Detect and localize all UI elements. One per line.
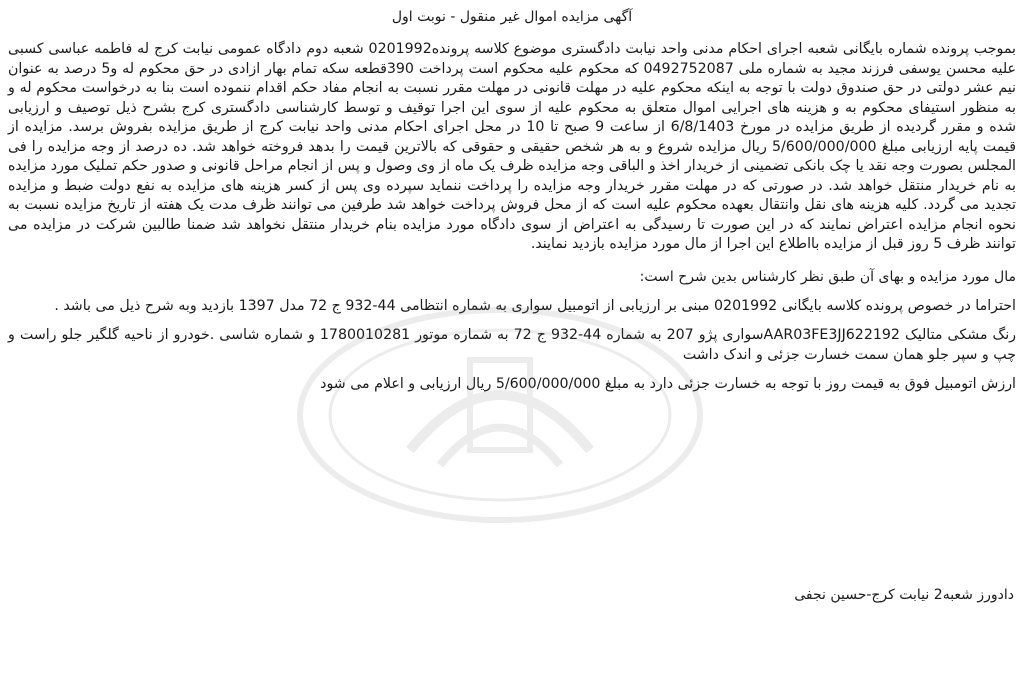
- expert-paragraph-1: احتراما در خصوص پرونده کلاسه بایگانی 0201992 مبنی بر ارزیابی از اتومبیل سواری به شماره انتظامی 44-932 ج 72 مدل 1397 بازدید وبه شرح ذیل می باشد .: [54, 297, 1016, 314]
- officer-signature: دادورز شعبه2 نیابت کرج-حسین نجفی: [794, 587, 1014, 603]
- notice-title: آگهی مزایده اموال غیر منقول - نوبت اول: [391, 9, 633, 25]
- spacer: [8, 365, 1016, 375]
- spacer: [8, 316, 1016, 326]
- property-lead-line: مال مورد مزایده و بهای آن طبق نظر کارشناس بدین شرح است:: [639, 268, 1016, 285]
- expert-paragraph-3: ارزش اتومبیل فوق به قیمت روز با توجه به خسارت جزئی دارد به مبلغ 5/600/000/000 ریال ارزیابی و اعلام می شود: [320, 376, 1016, 392]
- expert-paragraph-2: رنگ مشکی متالیک AAR03FE3JJ622192سواری پژو 207 به شماره 44-932 ج 72 به شماره موتور 1780010281 و شماره شاسی .خودرو از ناحیه گلگیر جلو راست و چپ و سپر جلو همان سمت خسارت جزئی و اندک داشت: [8, 327, 1016, 363]
- notice-main-paragraph: بموجب پرونده شماره بایگانی شعبه اجرای احکام مدنی واحد نیابت دادگستری موضوع کلاسه پرونده0201992 شعبه دوم دادگاه عمومی نیابت کرج له فاطمه عباسی کسبی علیه محسن یوسفی فرزند مجید به شماره ملی 0492752087 که محکوم علیه محکوم است پرداخت 390قطعه سکه تمام بهار ازادی در حق محکوم له و5 درصد به عنوان نیم عشر دولتی در حق صندوق دولت با توجه به اینکه محکوم علیه در مهلت قانونی در مهلت مقرر نسبت به انجام مفاد حکم اقدام ننموده است بنا به درخواست محکوم له و به منظور استیفای محکوم به و هزینه های اجرایی اموال متعلق به محکوم علیه از سوی این اجرا توقیف و توسط کارشناسی دادگستری کرج بشرح ذیل توصیف و ارزیابی شده و مقرر گردیده از طریق مزایده در مورخ 6/8/1403 از ساعت 9 صبح تا 10 در محل اجرای احکام مدنی واحد نیابت کرج از طریق مزایده بفروش برسد. مزایده از قیمت پایه ارزیابی مبلغ 5/600/000/000 ریال مزایده شروع و به هر شخص حقیقی و حقوقی که بالاترین قیمت را بدهد فروخته خواهد شد. ده درصد از وجه مزایده را فی المجلس بصورت وجه نقد یا چک بانکی تضمینی از خریدار اخذ و الباقی وجه مزایده ظرف یک ماه از وی وصول و پس از انجام مراحل قانونی و صدور حکم تملیک مورد مزایده به نام خریدار منتقل خواهد شد. در صورتی که در مهلت مقرر خریدار وجه مزایده را پرداخت ننماید سپرده وی پس از کسر هزینه های مزایده به نفع دولت ضبط و مزایده تجدید می گردد. کلیه هزینه های نقل وانتقال بعهده محکوم علیه است که از محل فروش پرداخت خواهد شد طرفین می توانند ظرف مدت یک هفته از تاریخ مزایده نسبت به نحوه انجام مزایده اعتراض نمایند که در این صورت تا رسیدگی به اعتراض از سوی دادگاه مورد مزایده بنام خریدار منتقل نخواهد شد ضمنا طالبین شرکت در مزایده می توانند ظرف 5 روز قبل از مزایده بااطلاع این اجرا از مال مورد مزایده بازدید نمایند.: [8, 41, 1017, 252]
